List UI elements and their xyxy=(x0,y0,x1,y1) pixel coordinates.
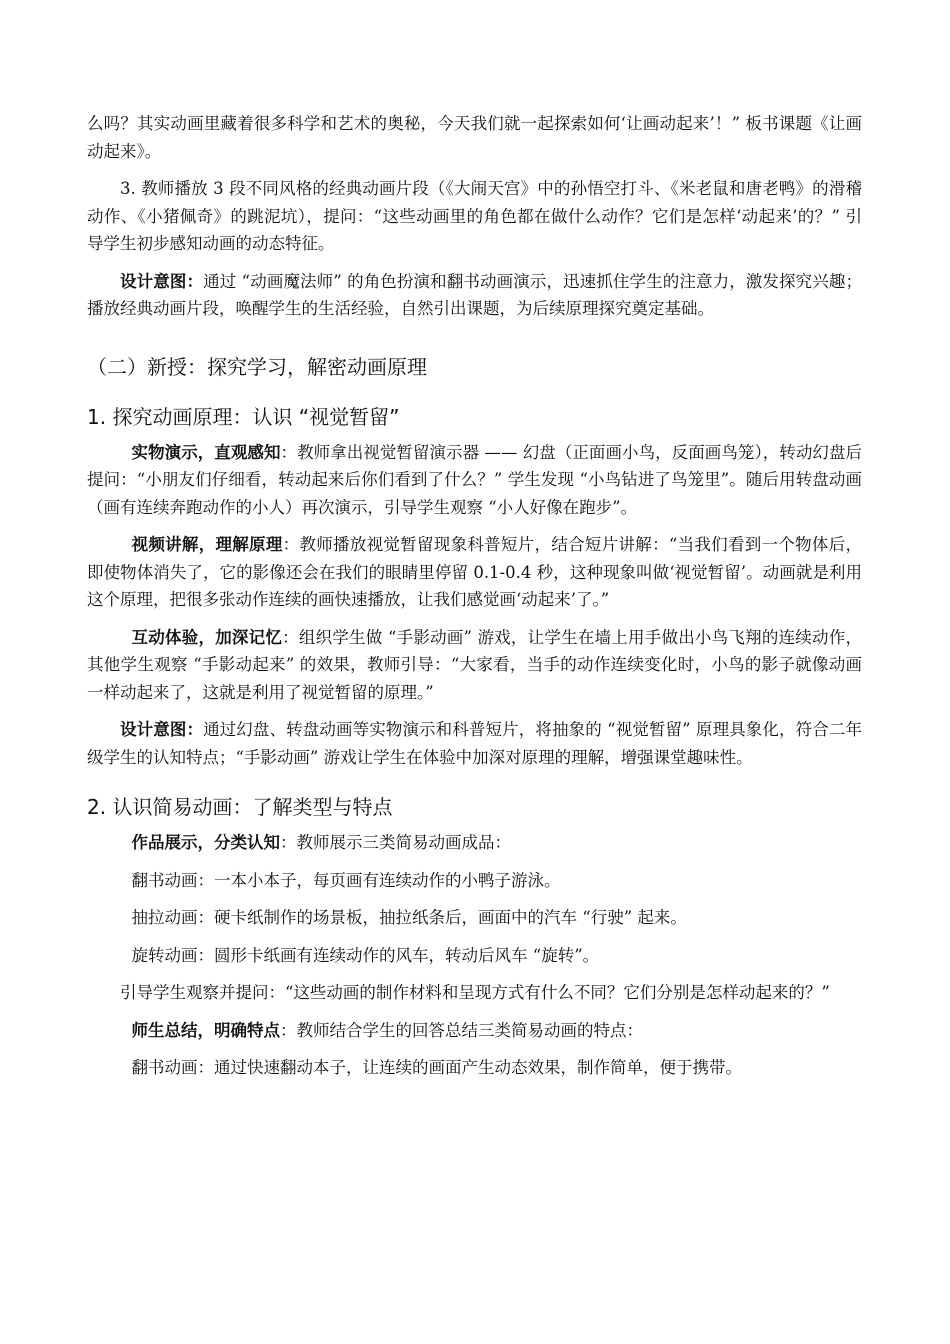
section-heading: （二）新授：探究学习，解密动画原理 xyxy=(87,354,427,379)
design-intent-label: 设计意图： xyxy=(120,271,204,291)
subsection-heading-1: 1. 探究动画原理：认识 “视觉暂留” xyxy=(87,404,400,429)
paragraph-text: ：教师结合学生的回答总结三类简易动画的特点： xyxy=(280,1020,644,1040)
subsection-heading-2: 2. 认识简易动画：了解类型与特点 xyxy=(87,795,393,819)
part1-design-intent xyxy=(87,716,862,771)
paragraph-label: 作品展示，分类认知 xyxy=(131,833,281,852)
summary-item-flipbook: 翻书动画：通过快速翻动本子，让连续的画面产生动态效果，制作简单，便于携带。 xyxy=(131,1058,743,1077)
paragraph-label: 实物演示，直观感知 xyxy=(131,442,281,462)
paragraph-text: ：教师播放视觉暂留现象科普短片，结合短片讲解：“当我们看到一个物体后，即使物体消失了，它的影像还会在我们的眼睛里停留 0.1-0.4 秒，这种现象叫做‘视觉暂留’。动画就是利用这个原理，把很多张动作连续的画快速播放，让我们感觉画‘动起来’了。” xyxy=(87,535,863,609)
paragraph-interactive-experience xyxy=(87,624,862,707)
design-intent-text: 通过 “动画魔法师” 的角色扮演和翻书动画演示，迅速抓住学生的注意力，激发探究兴趣；播放经典动画片段，唤醒学生的生活经验，自然引出课题，为后续原理探究奠定基础。 xyxy=(87,271,862,318)
list-item-rotating-animation: 旋转动画：圆形卡纸画有连续动作的风车，转动后风车 “旋转”。 xyxy=(131,945,600,965)
design-intent-text: 通过幻盘、转盘动画等实物演示和科普短片，将抽象的 “视觉暂留” 原理具象化，符合二年级学生的认知特点；“手影动画” 游戏让学生在体验中加深对原理的理解，增强课堂趣味性。 xyxy=(87,720,862,767)
list-item-pull-animation: 抽拉动画：硬卡纸制作的场景板，抽拉纸条后，画面中的汽车 “行驶” 起来。 xyxy=(131,908,687,927)
list-item-flipbook: 翻书动画：一本小本子，每页画有连续动作的小鸭子游泳。 xyxy=(131,870,561,890)
paragraph-text: ：组织学生做 “手影动画” 游戏，让学生在墙上用手做出小鸟飞翔的连续动作，其他学生观察 “手影动起来” 的效果，教师引导：“大家看，当手的动作连续变化时，小鸟的影子就像动画一样动起来了，这就是利用了视觉暂留的原理。” xyxy=(87,627,862,702)
document-page xyxy=(87,110,862,1082)
intro-paragraph-2: 3. 教师播放 3 段不同风格的经典动画片段（《大闹天宫》中的孙悟空打斗、《米老鼠和唐老鸭》的滑稽动作、《小猪佩奇》的跳泥坑），提问：“这些动画里的角色都在做什么动作？它们是怎样‘动起来’的？” 引导学生初步感知动画的动态特征。 xyxy=(87,179,862,253)
paragraph-video-explanation xyxy=(87,531,862,614)
intro-design-intent xyxy=(87,268,862,323)
intro-paragraph-1: 么吗？其实动画里藏着很多科学和艺术的奥秘，今天我们就一起探索如何‘让画动起来’！” 板书课题《让画动起来》。 xyxy=(87,114,862,161)
paragraph-physical-demo xyxy=(87,439,862,522)
paragraph-works-display xyxy=(87,829,862,857)
paragraph-label: 互动体验，加深记忆 xyxy=(131,627,283,647)
paragraph-text: ：教师展示三类简易动画成品： xyxy=(280,833,512,852)
design-intent-label: 设计意图： xyxy=(120,720,204,739)
paragraph-label: 师生总结，明确特点 xyxy=(131,1020,281,1040)
paragraph-label: 视频讲解，理解原理 xyxy=(131,535,283,554)
paragraph-guide-question: 引导学生观察并提问：“这些动画的制作材料和呈现方式有什么不同？它们分别是怎样动起来的？” xyxy=(120,983,830,1002)
paragraph-text: ：教师拿出视觉暂留演示器 —— 幻盘（正面画小鸟，反面画鸟笼），转动幻盘后提问：“小朋友们仔细看，转动起来后你们看到了什么？” 学生发现 “小鸟钻进了鸟笼里”。随后用转盘动画（画有连续奔跑动作的小人）再次演示，引导学生观察 “小人好像在跑步”。 xyxy=(87,442,862,517)
paragraph-summary xyxy=(87,1017,862,1045)
